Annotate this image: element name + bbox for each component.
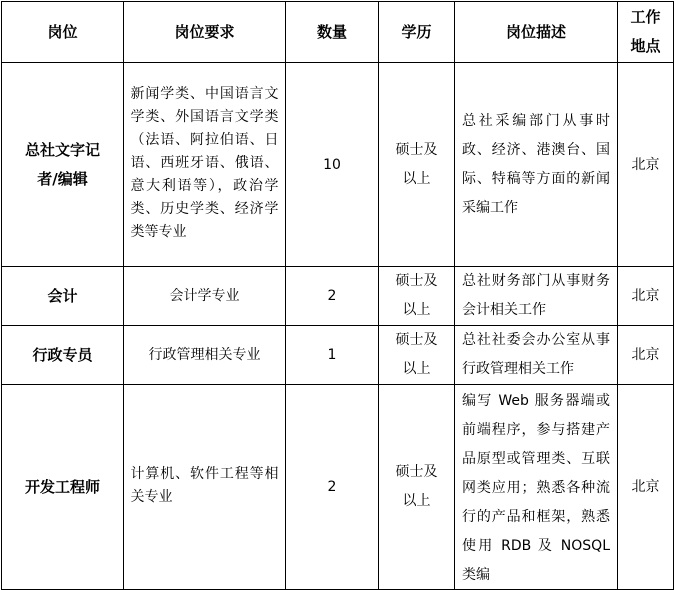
location-cell: 北京 (618, 267, 674, 326)
education-cell (379, 63, 455, 267)
position-name: 总社文字记者/编辑 (24, 140, 100, 188)
requirement-cell (124, 63, 286, 267)
education-text: 硕士及以上 (395, 273, 438, 318)
header-location (618, 2, 674, 63)
education-text: 硕士及以上 (395, 464, 438, 509)
description-cell (455, 326, 618, 385)
header-location-text: 工作地点 (630, 8, 661, 55)
position-cell (2, 267, 124, 326)
description-clip (455, 387, 617, 588)
table-row (2, 63, 674, 267)
header-requirement: 岗位要求 (124, 2, 286, 63)
description-cell (455, 385, 618, 590)
description-text: 总社采编部门从事时政、经济、港澳台、国际、特稿等方面的新闻采编工作 (462, 112, 610, 216)
requirement-cell (124, 385, 286, 590)
job-table (1, 1, 674, 590)
location-cell: 北京 (618, 326, 674, 385)
header-count: 数量 (286, 2, 379, 63)
requirement-text: 计算机、软件工程等相关专业 (130, 466, 279, 505)
location-cell: 北京 (618, 63, 674, 267)
description-text: 总社社委会办公室从事行政管理相关工作 (462, 332, 610, 377)
requirement-cell: 会计学专业 (124, 267, 286, 326)
count-cell: 10 (286, 63, 379, 267)
description-cell (455, 63, 618, 267)
position-name: 开发工程师 (24, 477, 100, 496)
location-cell: 北京 (618, 385, 674, 590)
education-cell (379, 326, 455, 385)
position-cell (2, 63, 124, 267)
requirement-cell: 行政管理相关专业 (124, 326, 286, 385)
education-text: 硕士及以上 (395, 141, 438, 187)
header-education: 学历 (379, 2, 455, 63)
count-cell: 2 (286, 267, 379, 326)
table-row (2, 385, 674, 590)
header-position: 岗位 (2, 2, 124, 63)
description-cell (455, 267, 618, 326)
position-cell (2, 385, 124, 590)
position-name: 行政专员 (32, 345, 93, 364)
requirement-text: 新闻学类、中国语言文学类、外国语言文学类（法语、阿拉伯语、日语、西班牙语、俄语、意大利语等），政治学类、历史学类、经济学类等专业 (130, 86, 279, 240)
education-cell (379, 267, 455, 326)
count-cell: 1 (286, 326, 379, 385)
table-row (2, 326, 674, 385)
position-name: 会计 (47, 286, 78, 305)
description-text: 编写 Web 服务器端或前端程序，参与搭建产品原型或管理类、互联网类应用；熟悉各种流行的产品和框架，熟悉使用 RDB 及 NOSQL 类编 (462, 392, 610, 583)
header-description: 岗位描述 (455, 2, 618, 63)
table-header-row (2, 2, 674, 63)
table-row (2, 267, 674, 326)
position-cell (2, 326, 124, 385)
education-cell (379, 385, 455, 590)
description-text: 总社财务部门从事财务会计相关工作 (462, 273, 610, 318)
education-text: 硕士及以上 (395, 332, 438, 377)
count-cell: 2 (286, 385, 379, 590)
